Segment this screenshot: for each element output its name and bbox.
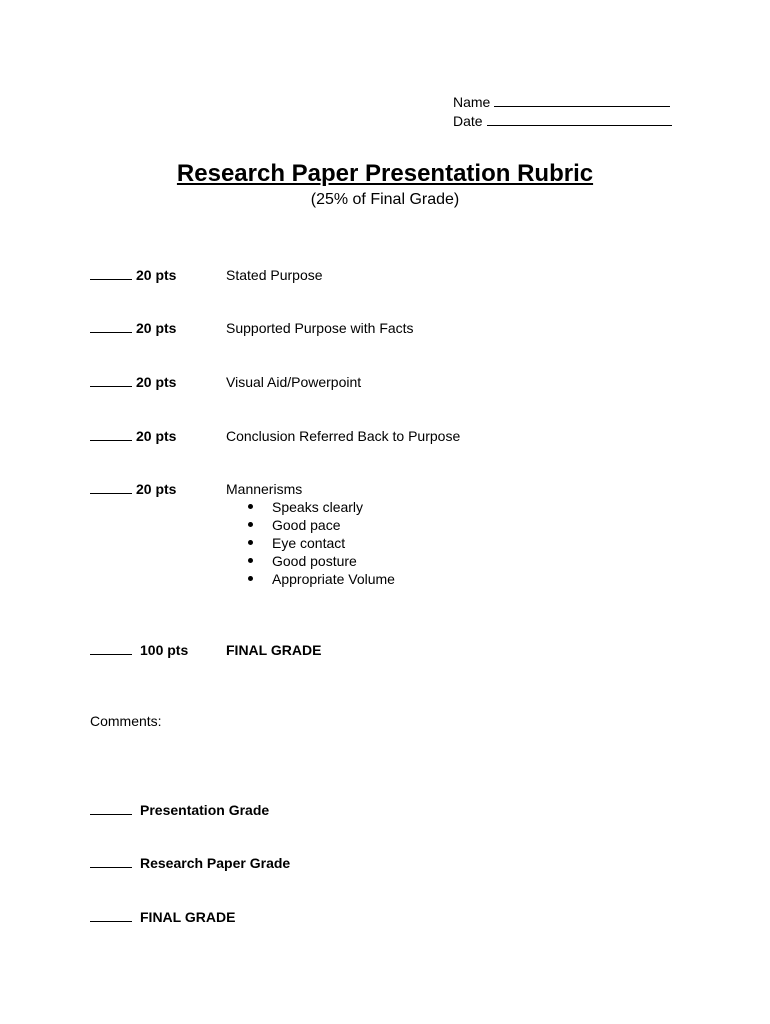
score-blank[interactable] xyxy=(90,267,132,280)
list-item: Appropriate Volume xyxy=(226,570,395,588)
grade-blank[interactable] xyxy=(90,802,132,815)
grade-label: Presentation Grade xyxy=(140,802,270,818)
criterion-row xyxy=(90,427,690,447)
bullet-icon xyxy=(248,522,253,527)
score-blank[interactable] xyxy=(90,320,132,333)
total-row xyxy=(90,641,690,661)
bullet-icon xyxy=(248,576,253,581)
total-score-blank[interactable] xyxy=(90,642,132,655)
list-item: Speaks clearly xyxy=(226,498,395,516)
criterion-row xyxy=(90,266,690,286)
criterion-points: 20 pts xyxy=(136,267,177,283)
criterion-points: 20 pts xyxy=(136,481,177,497)
criterion-points: 20 pts xyxy=(136,428,177,444)
grade-blank[interactable] xyxy=(90,909,132,922)
page-subtitle: (25% of Final Grade) xyxy=(310,191,460,208)
grade-row xyxy=(90,854,290,872)
grade-label: Research Paper Grade xyxy=(140,855,291,871)
criterion-label: Visual Aid/Powerpoint xyxy=(226,374,362,390)
criterion-label: Conclusion Referred Back to Purpose xyxy=(226,428,461,444)
score-blank[interactable] xyxy=(90,481,132,494)
bullet-icon xyxy=(248,504,253,509)
list-item: Good posture xyxy=(226,552,395,570)
score-blank[interactable] xyxy=(90,428,132,441)
total-label: FINAL GRADE xyxy=(226,642,322,658)
grade-row xyxy=(90,908,235,926)
comments-label: Comments: xyxy=(90,713,162,729)
criterion-points: 20 pts xyxy=(136,320,177,336)
grade-label: FINAL GRADE xyxy=(140,909,236,925)
criterion-row xyxy=(90,319,690,339)
total-points: 100 pts xyxy=(140,642,189,658)
page-title: Research Paper Presentation Rubric xyxy=(176,160,594,187)
list-item: Good pace xyxy=(226,516,395,534)
mannerisms-list xyxy=(226,498,395,588)
name-blank-line[interactable] xyxy=(494,94,670,107)
score-blank[interactable] xyxy=(90,374,132,387)
criterion-points: 20 pts xyxy=(136,374,177,390)
bullet-icon xyxy=(248,558,253,563)
date-label: Date xyxy=(453,113,483,129)
name-label: Name xyxy=(453,94,491,110)
grade-blank[interactable] xyxy=(90,855,132,868)
grade-row xyxy=(90,801,269,819)
date-field[interactable] xyxy=(453,112,672,130)
criterion-label: Stated Purpose xyxy=(226,267,323,283)
name-field[interactable] xyxy=(453,93,670,111)
criterion-row xyxy=(90,373,690,393)
list-item: Eye contact xyxy=(226,534,395,552)
date-blank-line[interactable] xyxy=(487,113,672,126)
criterion-label: Mannerisms xyxy=(226,481,303,497)
criterion-row xyxy=(90,480,690,590)
criterion-label: Supported Purpose with Facts xyxy=(226,320,414,336)
bullet-icon xyxy=(248,540,253,545)
